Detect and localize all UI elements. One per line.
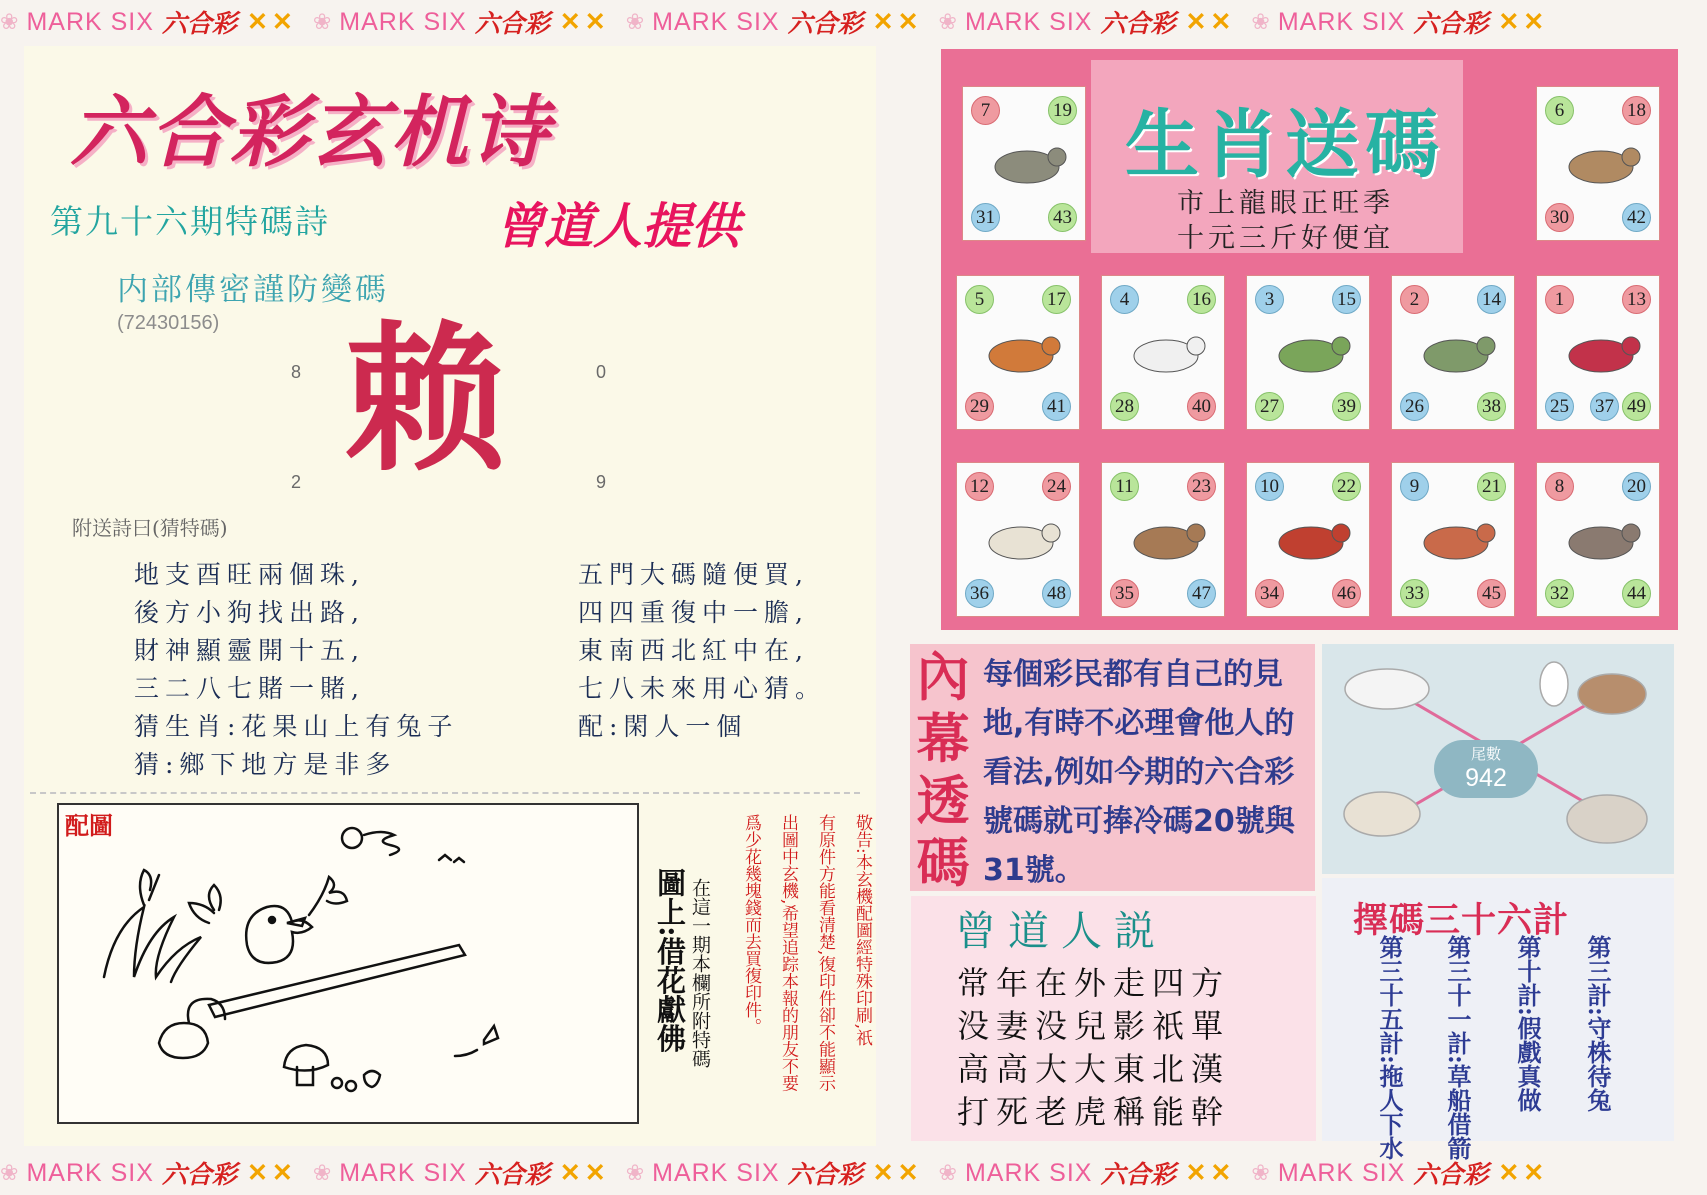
zodiac-cell-goat bbox=[956, 462, 1080, 617]
banner-mark-six: MARK SIX bbox=[339, 1158, 467, 1187]
number-ball: 6 bbox=[1545, 96, 1574, 125]
banner-mark-six: MARK SIX bbox=[26, 7, 154, 36]
cross-icon: ✕ bbox=[1185, 8, 1207, 36]
banner-liuhecai: 六合彩 bbox=[1413, 10, 1489, 38]
poem-right-column bbox=[578, 556, 838, 746]
number-ball: 44 bbox=[1622, 579, 1651, 608]
strategy-item: 第十計:假戲真做 bbox=[1513, 935, 1542, 1112]
cross-icon: ✕ bbox=[584, 1159, 606, 1187]
section-divider bbox=[30, 792, 860, 794]
number-ball: 39 bbox=[1332, 392, 1361, 421]
cross-icon: ✕ bbox=[872, 8, 894, 36]
number-ball: 45 bbox=[1477, 579, 1506, 608]
number-ball: 41 bbox=[1042, 392, 1071, 421]
poem-left-column bbox=[134, 556, 514, 784]
cross-icon: ✕ bbox=[1523, 1159, 1545, 1187]
number-ball: 42 bbox=[1622, 203, 1651, 232]
pig-icon bbox=[1559, 505, 1644, 577]
banner-mark-six: MARK SIX bbox=[26, 1158, 154, 1187]
strategy-item: 第三十五計:拖人下水 bbox=[1375, 935, 1404, 1160]
banner-unit bbox=[0, 1155, 297, 1191]
number-ball: 43 bbox=[1048, 203, 1077, 232]
rabbit-icon bbox=[1124, 318, 1209, 390]
poem-line: 七八未來用心猜。 bbox=[578, 674, 827, 703]
notice-line: 有原件方能看清楚,復印件卻不能顯示 bbox=[815, 814, 835, 1092]
ox-icon bbox=[1559, 129, 1644, 201]
banner-liuhecai: 六合彩 bbox=[787, 1161, 863, 1189]
zodiac-cell-tiger bbox=[956, 275, 1080, 430]
flower-icon: ❀ bbox=[625, 1160, 645, 1185]
banner-mark-six: MARK SIX bbox=[339, 7, 467, 36]
banner-unit bbox=[626, 1155, 923, 1191]
flower-icon: ❀ bbox=[625, 9, 645, 34]
secret-code: (72430156) bbox=[117, 312, 220, 334]
banner-mark-six: MARK SIX bbox=[652, 1158, 780, 1187]
cross-icon: ✕ bbox=[271, 8, 293, 36]
number-ball: 35 bbox=[1110, 579, 1139, 608]
number-ball: 16 bbox=[1187, 285, 1216, 314]
number-ball: 38 bbox=[1477, 392, 1506, 421]
number-ball: 29 bbox=[965, 392, 994, 421]
provider-label: 曾道人提供 bbox=[495, 198, 741, 255]
cross-icon: ✕ bbox=[559, 8, 581, 36]
number-ball: 20 bbox=[1622, 472, 1651, 501]
horse-icon bbox=[1559, 318, 1644, 390]
notice-line: 敬告:本玄機配圖經特殊印刷,祇 bbox=[852, 814, 872, 1047]
cross-icon: ✕ bbox=[1210, 8, 1232, 36]
dog-icon bbox=[1414, 505, 1499, 577]
digit-bottom-left: 2 bbox=[291, 472, 302, 492]
cross-icon: ✕ bbox=[584, 8, 606, 36]
zodiac-cell-snake bbox=[1391, 275, 1515, 430]
banner-unit bbox=[1251, 1155, 1548, 1191]
poem-line: 配:閑人一個 bbox=[578, 712, 748, 741]
snake-icon bbox=[1414, 318, 1499, 390]
number-ball: 21 bbox=[1477, 472, 1506, 501]
banner-mark-six: MARK SIX bbox=[1277, 1158, 1406, 1187]
number-ball: 22 bbox=[1332, 472, 1361, 501]
flower-icon: ❀ bbox=[1251, 1160, 1270, 1185]
number-ball: 17 bbox=[1042, 285, 1071, 314]
zodiac-verse-line: 市上龍眼正旺季 bbox=[1177, 188, 1394, 219]
zodiac-cell-rabbit bbox=[1101, 275, 1225, 430]
number-ball: 2 bbox=[1400, 285, 1429, 314]
saying-line: 打死老虎稱能幹 bbox=[957, 1093, 1231, 1131]
number-ball: 9 bbox=[1400, 472, 1429, 501]
banner-liuhecai: 六合彩 bbox=[474, 10, 550, 38]
zodiac-cell-rat bbox=[962, 86, 1086, 241]
banner-liuhecai: 六合彩 bbox=[787, 10, 863, 38]
goat-icon bbox=[979, 505, 1064, 577]
banner-mark-six: MARK SIX bbox=[964, 1158, 1093, 1187]
banner-unit bbox=[939, 4, 1236, 40]
poem-line: 猜:鄉下地方是非多 bbox=[134, 750, 397, 779]
number-ball: 1 bbox=[1545, 285, 1574, 314]
strategy-title: 擇碼三十六計 bbox=[1353, 901, 1570, 941]
flower-icon: ❀ bbox=[0, 9, 19, 34]
zodiac-cell-horse bbox=[1536, 275, 1660, 430]
saying-line: 常年在外走四方 bbox=[957, 964, 1231, 1002]
number-ball: 30 bbox=[1545, 203, 1574, 232]
digit-top-right: 0 bbox=[596, 362, 607, 382]
poem-line: 東南西北紅中在, bbox=[578, 636, 809, 665]
monkey-icon bbox=[1124, 505, 1209, 577]
number-ball: 37 bbox=[1590, 392, 1619, 421]
digit-bottom-right: 9 bbox=[596, 472, 607, 492]
tiger-icon bbox=[979, 318, 1064, 390]
sayings-title: 曾道人説 bbox=[955, 907, 1167, 955]
flower-icon: ❀ bbox=[1251, 9, 1270, 34]
rooster-icon bbox=[1269, 505, 1354, 577]
picture-title: 配圖 bbox=[65, 811, 113, 840]
strategy-item: 第三十一計:草船借箭 bbox=[1443, 935, 1472, 1160]
zodiac-cell-rooster bbox=[1246, 462, 1370, 617]
banner-mark-six: MARK SIX bbox=[652, 7, 780, 36]
zodiac-cell-ox bbox=[1536, 86, 1660, 241]
doodle-illustration bbox=[59, 805, 637, 1122]
number-ball: 13 bbox=[1622, 285, 1651, 314]
saying-line: 高高大大東北漢 bbox=[957, 1050, 1231, 1088]
banner-liuhecai: 六合彩 bbox=[474, 1161, 550, 1189]
inside-tip-title: 內幕透碼 bbox=[916, 647, 970, 894]
poem-line: 後方小狗找出路, bbox=[134, 598, 365, 627]
picture-caption-note: 在這一期本欄所附特碼 bbox=[689, 878, 711, 1068]
banner-mark-six: MARK SIX bbox=[964, 7, 1093, 36]
notice-line: 爲少花幾塊錢而去買復印件。 bbox=[741, 814, 761, 1035]
banner-liuhecai: 六合彩 bbox=[1100, 1161, 1176, 1189]
secret-big-char: 赖 bbox=[345, 306, 506, 493]
cross-icon: ✕ bbox=[1498, 1159, 1520, 1187]
flower-icon: ❀ bbox=[0, 1160, 19, 1185]
number-ball: 4 bbox=[1110, 285, 1139, 314]
saying-line: 没妻没兒影祇單 bbox=[957, 1007, 1231, 1045]
poem-header: 附送詩曰(猜特碼) bbox=[72, 516, 228, 540]
rat-icon bbox=[985, 129, 1070, 201]
number-ball: 15 bbox=[1332, 285, 1361, 314]
banner-unit bbox=[313, 4, 610, 40]
zodiac-cell-dog bbox=[1391, 462, 1515, 617]
tail-label: 尾數 bbox=[1470, 746, 1501, 763]
top-banner bbox=[0, 0, 1707, 44]
cross-icon: ✕ bbox=[1498, 8, 1520, 36]
number-ball: 3 bbox=[1255, 285, 1284, 314]
dragon-icon bbox=[1269, 318, 1354, 390]
number-ball: 26 bbox=[1400, 392, 1429, 421]
cross-icon: ✕ bbox=[246, 1159, 268, 1187]
picture-caption: 圖上:借花獻佛 bbox=[653, 868, 687, 1053]
number-ball: 10 bbox=[1255, 472, 1284, 501]
poem-line: 財神顯靈開十五, bbox=[134, 636, 365, 665]
tail-value: 942 bbox=[1465, 764, 1507, 792]
poem-line: 四四重復中一膽, bbox=[578, 598, 809, 627]
number-ball: 12 bbox=[965, 472, 994, 501]
digit-top-left: 8 bbox=[291, 362, 302, 382]
number-ball: 18 bbox=[1622, 96, 1651, 125]
notice-line: 出圖中玄機,希望追踪本報的朋友不要 bbox=[778, 814, 798, 1092]
strategy-item: 第三計:守株待兔 bbox=[1583, 935, 1612, 1112]
number-ball: 48 bbox=[1042, 579, 1071, 608]
number-ball: 49 bbox=[1622, 392, 1651, 421]
cross-icon: ✕ bbox=[1185, 1159, 1207, 1187]
banner-liuhecai: 六合彩 bbox=[161, 10, 237, 38]
poem-line: 五門大碼隨便買, bbox=[578, 560, 809, 589]
flower-icon: ❀ bbox=[938, 1160, 957, 1185]
number-ball: 25 bbox=[1545, 392, 1574, 421]
number-ball: 40 bbox=[1187, 392, 1216, 421]
banner-liuhecai: 六合彩 bbox=[161, 1161, 237, 1189]
picture-box bbox=[57, 803, 639, 1124]
cross-icon: ✕ bbox=[897, 8, 919, 36]
cross-icon: ✕ bbox=[1523, 8, 1545, 36]
number-ball: 14 bbox=[1477, 285, 1506, 314]
zodiac-verse-line: 十元三斤好便宜 bbox=[1177, 223, 1394, 254]
number-ball: 24 bbox=[1042, 472, 1071, 501]
number-ball: 34 bbox=[1255, 579, 1284, 608]
banner-unit bbox=[313, 1155, 610, 1191]
banner-liuhecai: 六合彩 bbox=[1100, 10, 1176, 38]
poem-line: 地支酉旺兩個珠, bbox=[134, 560, 365, 589]
cross-icon: ✕ bbox=[897, 1159, 919, 1187]
number-ball: 8 bbox=[1545, 472, 1574, 501]
number-ball: 28 bbox=[1110, 392, 1139, 421]
number-ball: 7 bbox=[971, 96, 1000, 125]
banner-unit bbox=[1251, 4, 1548, 40]
banner-mark-six: MARK SIX bbox=[1277, 7, 1406, 36]
zodiac-cell-pig bbox=[1536, 462, 1660, 617]
inside-tip-text: 每個彩民都有自己的見地,有時不必理會他人的看法,例如今期的六合彩號碼就可捧冷碼20號與31號。 bbox=[983, 657, 1295, 888]
poem-line: 猜生肖:花果山上有兔子 bbox=[134, 712, 459, 741]
number-ball: 47 bbox=[1187, 579, 1216, 608]
number-ball: 36 bbox=[965, 579, 994, 608]
tail-badge bbox=[1434, 740, 1538, 798]
number-ball: 46 bbox=[1332, 579, 1361, 608]
zodiac-title: 生肖送碼 bbox=[1125, 102, 1445, 188]
banner-liuhecai: 六合彩 bbox=[1413, 1161, 1489, 1189]
cross-icon: ✕ bbox=[271, 1159, 293, 1187]
number-ball: 31 bbox=[971, 203, 1000, 232]
flower-icon: ❀ bbox=[312, 1160, 332, 1185]
cross-icon: ✕ bbox=[246, 8, 268, 36]
zodiac-cell-dragon bbox=[1246, 275, 1370, 430]
banner-unit bbox=[939, 1155, 1236, 1191]
number-ball: 19 bbox=[1048, 96, 1077, 125]
flower-icon: ❀ bbox=[312, 9, 332, 34]
cross-icon: ✕ bbox=[872, 1159, 894, 1187]
banner-unit bbox=[0, 4, 297, 40]
zodiac-cell-monkey bbox=[1101, 462, 1225, 617]
page-title: 六合彩玄机诗 bbox=[70, 88, 551, 178]
banner-unit bbox=[626, 4, 923, 40]
cross-icon: ✕ bbox=[1210, 1159, 1232, 1187]
number-ball: 32 bbox=[1545, 579, 1574, 608]
cross-icon: ✕ bbox=[559, 1159, 581, 1187]
number-ball: 23 bbox=[1187, 472, 1216, 501]
number-ball: 11 bbox=[1110, 472, 1139, 501]
secret-label: 内部傳密謹防變碼 bbox=[117, 272, 389, 308]
poem-line: 三二八七賭一賭, bbox=[134, 674, 365, 703]
number-ball: 5 bbox=[965, 285, 994, 314]
number-ball: 27 bbox=[1255, 392, 1284, 421]
flower-icon: ❀ bbox=[938, 9, 957, 34]
number-ball: 33 bbox=[1400, 579, 1429, 608]
issue-subtitle: 第九十六期特碼詩 bbox=[50, 202, 330, 241]
